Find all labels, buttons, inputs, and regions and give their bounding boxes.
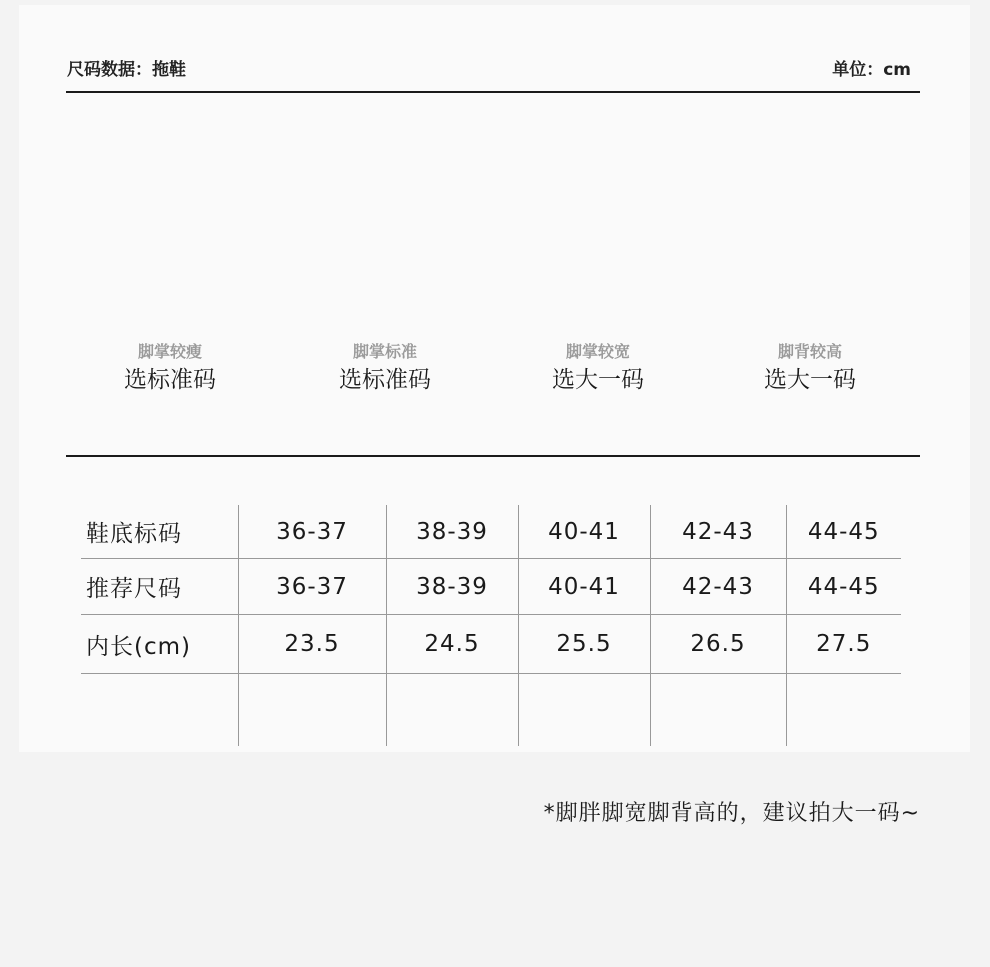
foot-type-description: 脚掌较宽 xyxy=(565,342,630,361)
table-cell xyxy=(81,674,238,747)
table-cell: 44-45 xyxy=(786,559,901,615)
table-cell: 36-37 xyxy=(238,505,386,559)
table-cell: 40-41 xyxy=(518,559,650,615)
table-row xyxy=(81,615,901,674)
row-label: 鞋底标码 xyxy=(81,505,238,559)
table-cell: 36-37 xyxy=(238,559,386,615)
foot-type-description: 脚背较高 xyxy=(777,342,842,361)
foot-type-recommendation: 选大一码 xyxy=(764,367,856,393)
middle-divider xyxy=(66,455,920,457)
table-cell: 40-41 xyxy=(518,505,650,559)
unit-label: 单位：cm xyxy=(832,60,911,80)
foot-type-recommendation: 选大一码 xyxy=(552,367,644,393)
table-cell xyxy=(386,674,518,747)
table-cell: 38-39 xyxy=(386,559,518,615)
table-cell: 25.5 xyxy=(518,615,650,674)
foot-type-description: 脚掌较瘦 xyxy=(137,342,202,361)
foot-type-slim xyxy=(70,342,270,396)
table-row-empty xyxy=(81,674,901,747)
foot-type-recommendation: 选标准码 xyxy=(339,367,431,393)
table-cell xyxy=(518,674,650,747)
foot-type-recommendation: 选标准码 xyxy=(124,367,216,393)
size-advice-note: *脚胖脚宽脚背高的，建议拍大一码~ xyxy=(543,801,920,826)
top-divider xyxy=(66,91,920,93)
table-cell xyxy=(786,674,901,747)
size-table xyxy=(81,505,901,746)
table-row xyxy=(81,505,901,559)
table-cell: 23.5 xyxy=(238,615,386,674)
table-cell: 42-43 xyxy=(650,505,786,559)
row-label: 推荐尺码 xyxy=(81,559,238,615)
table-cell xyxy=(238,674,386,747)
foot-type-high-instep xyxy=(710,342,910,396)
table-cell: 38-39 xyxy=(386,505,518,559)
foot-type-wide xyxy=(498,342,698,396)
table-cell: 26.5 xyxy=(650,615,786,674)
foot-type-description: 脚掌标准 xyxy=(352,342,417,361)
foot-type-standard xyxy=(285,342,485,396)
table-cell xyxy=(650,674,786,747)
table-cell: 24.5 xyxy=(386,615,518,674)
table-cell: 27.5 xyxy=(786,615,901,674)
row-label: 内长(cm) xyxy=(81,615,238,674)
table-cell: 42-43 xyxy=(650,559,786,615)
table-cell: 44-45 xyxy=(786,505,901,559)
table-row xyxy=(81,559,901,615)
chart-title: 尺码数据：拖鞋 xyxy=(67,60,186,80)
